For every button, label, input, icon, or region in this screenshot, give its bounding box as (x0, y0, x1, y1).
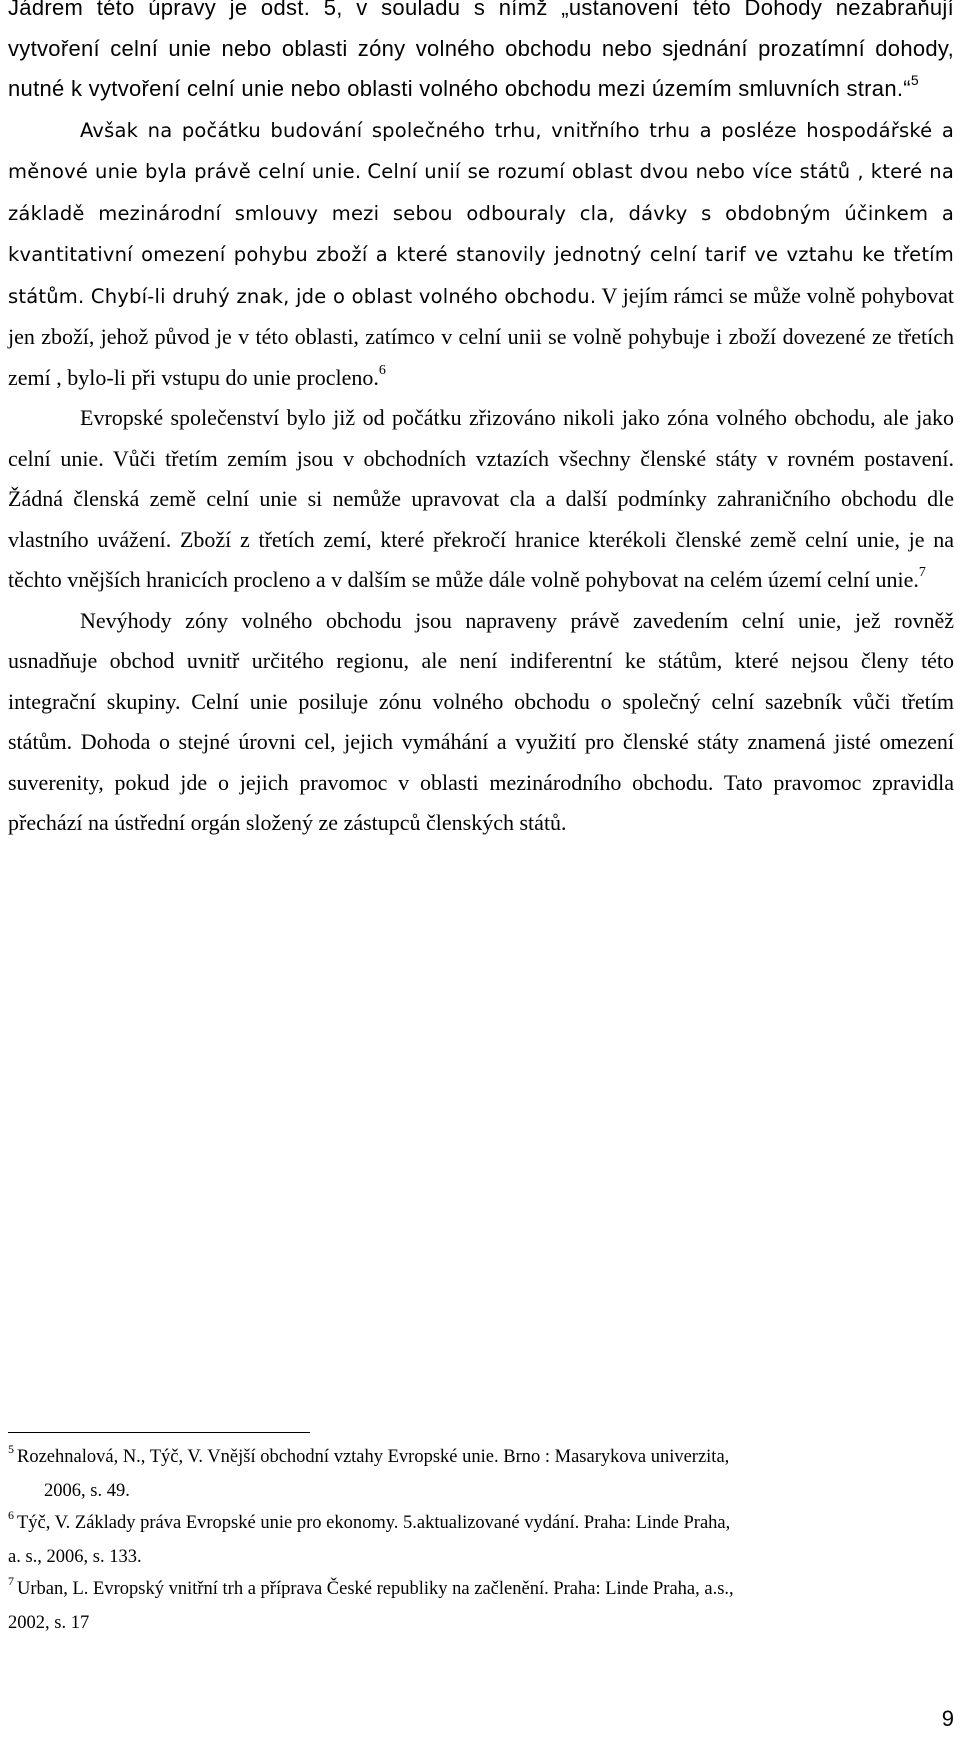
footnote-text: a. s., 2006, s. 133. (8, 1546, 142, 1567)
footnote-5-continuation (8, 1475, 954, 1508)
footnote-6 (8, 1507, 954, 1541)
paragraph-2 (8, 110, 954, 399)
paragraph-1-text: Jádrem této úpravy je odst. 5, v souladu s nímž „ustanovení této Dohody nezabraňují vytvoření celní unie nebo oblasti zóny volného obchodu nebo sjednání prozatímní dohody, nutné k vytvoření celní unie nebo oblasti volného obchodu mezi územím smluvních stran.“ (8, 0, 954, 101)
paragraph-3 (8, 398, 954, 601)
paragraph-3-text: Evropské společenství bylo již od počátku zřizováno nikoli jako zóna volného obchodu, ale jako celní unie. Vůči třetím zemím jsou v obchodních vztazích všechny členské státy v rovném postavení. Žádná členská země celní unie si nemůže upravovat cla a další podmínky zahraničního obchodu dle vlastního uvážení. Zboží z třetích zemí, které překročí hranice kterékoli členské země celní unie, je na těchto vnějších hranicích procleno a v dalším se může dále volně pohybovat na celém území celní unie. (8, 405, 954, 592)
paragraph-2-segment-b: Celní unií se rozumí oblast dvou nebo více států , které na základě mezinárodní smlouvy mezi sebou odbouraly cla, dávky s obdobným účinkem a kvantitativní omezení pohybu zboží a které stanovily jednotný celní tarif ve vztahu ke třetím státům. Chybí-li druhý znak, jde o oblast volného obchodu. (8, 160, 955, 308)
paragraph-4-text: Nevýhody zóny volného obchodu jsou napraveny právě zavedením celní unie, jež rovněž usnadňuje obchod uvnitř určitého regionu, ale není indiferentní ke státům, které nejsou členy této integrační skupiny. Celní unie posiluje zónu volného obchodu o společný celní sazebník vůči třetím státům. Dohoda o stejné úrovni cel, jejich vymáhání a využití pro členské státy znamená jisté omezení suverenity, pokud jde o jejich pravomoc v oblasti mezinárodního obchodu. Tato pravomoc zpravidla přechází na ústřední orgán složený ze zástupců členských států. (8, 607, 954, 835)
footnote-number: 5 (8, 1442, 14, 1456)
footnote-ref-6: 6 (378, 362, 386, 378)
paragraph-2-segment-c: V jejím rámci se může volně pohybovat jen zboží, jehož původ je v této oblasti, zatímco v celní unii se volně pohybuje i zboží dovezené ze třetích zemí , bylo-li při vstupu do unie procleno. (8, 282, 954, 390)
footnote-separator (8, 1432, 310, 1433)
footnote-number: 7 (8, 1574, 14, 1588)
body-text (8, 0, 954, 844)
paragraph-2-segment-a: Avšak na počátku budování společného trhu, vnitřního trhu a posléze hospodářské a měnové unie byla právě celní unie. (8, 118, 954, 183)
footnote-7-continuation (8, 1607, 954, 1640)
footnote-number: 6 (8, 1508, 14, 1522)
footnotes (8, 1441, 954, 1639)
footnote-text: Týč, V. Základy práva Evropské unie pro ekonomy. 5.aktualizované vydání. Praha: Linde Praha, (17, 1513, 731, 1533)
footnote-ref-5: 5 (910, 72, 919, 88)
paragraph-4 (8, 601, 954, 844)
footnote-ref-7: 7 (918, 565, 926, 580)
footnote-6-continuation (8, 1541, 954, 1574)
footnote-7 (8, 1573, 954, 1607)
footnote-text: Urban, L. Evropský vnitřní trh a příprava České republiky na začlenění. Praha: Linde Praha, a.s., (17, 1579, 734, 1599)
page-number: 9 (941, 1706, 954, 1731)
footnote-text: Rozehnalová, N., Týč, V. Vnější obchodní vztahy Evropské unie. Brno : Masarykova univerzita, (17, 1447, 730, 1467)
footnote-text: 2002, s. 17 (8, 1612, 90, 1633)
footnote-text: 2006, s. 49. (44, 1480, 130, 1501)
footnote-5 (8, 1441, 954, 1475)
paragraph-1 (8, 0, 954, 110)
